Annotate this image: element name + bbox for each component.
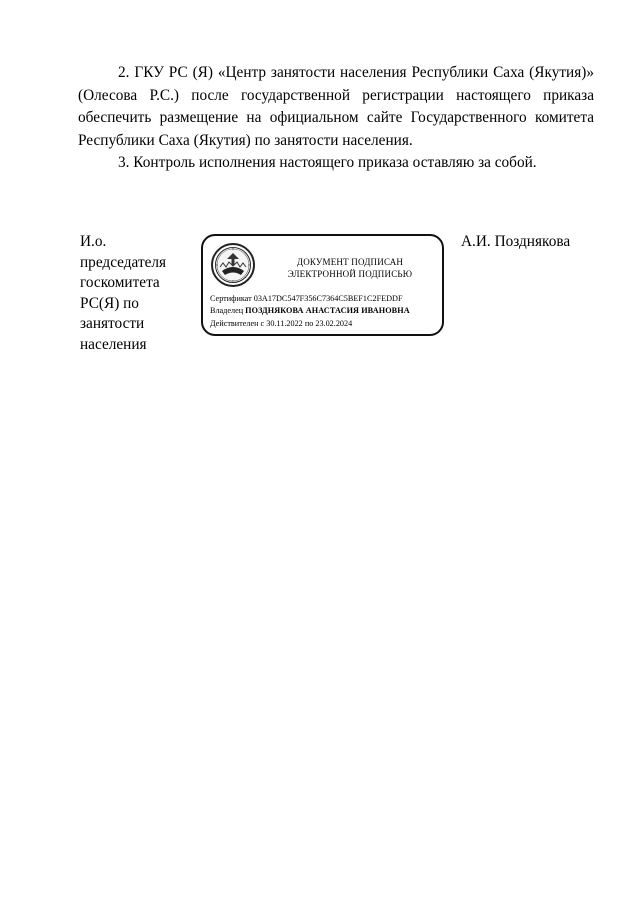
signatory-title-line: РС(Я) по: [80, 294, 139, 312]
stamp-heading-line-1: ДОКУМЕНТ ПОДПИСАН: [296, 257, 404, 267]
signatory-title-line: председателя: [80, 253, 167, 271]
document-body: [78, 62, 594, 175]
signatory-name: А.И. Позднякова: [461, 233, 571, 250]
stamp-certificate-row: [210, 294, 403, 303]
certificate-label: Сертификат: [210, 294, 252, 303]
paragraph-3: 3. Контроль исполнения настоящего приказа оставляю за собой.: [118, 154, 537, 172]
validity-label: Действителен: [210, 319, 259, 328]
signatory-title-line: госкомитета: [80, 274, 160, 292]
signatory-title-line: занятости: [80, 315, 145, 333]
paragraph-2: 2. ГКУ РС (Я) «Центр занятости населения Республики Саха (Якутия)» (Олесова Р.С.) после государственной регистрации настоящего приказа обеспечить размещение на официальном сайте Государственного комитета Республики Саха (Якутия) по занятости населения.: [78, 64, 594, 149]
valid-to-date: 23.02.2024: [315, 319, 353, 328]
stamp-heading-line-2: ЭЛЕКТРОННОЙ ПОДПИСЬЮ: [287, 268, 413, 279]
stamp-owner-row: [210, 306, 410, 315]
republic-emblem-icon: [210, 242, 256, 288]
signatory-title: [80, 232, 180, 356]
validity-from-word: с: [260, 319, 265, 328]
stamp-validity-row: [210, 319, 352, 328]
certificate-value: 03A17DC547F356C7364C5BEF1C2FEDDF: [253, 294, 403, 303]
owner-label: Владелец: [210, 306, 244, 315]
validity-to-word: по: [304, 319, 314, 328]
stamp-heading: [255, 257, 445, 280]
electronic-signature-stamp: [201, 234, 444, 336]
signatory-title-line: населения: [80, 335, 147, 353]
signatory-title-line: И.о.: [80, 233, 107, 250]
owner-value: ПОЗДНЯКОВА АНАСТАСИЯ ИВАНОВНА: [245, 306, 410, 315]
valid-from-date: 30.11.2022: [266, 319, 303, 328]
